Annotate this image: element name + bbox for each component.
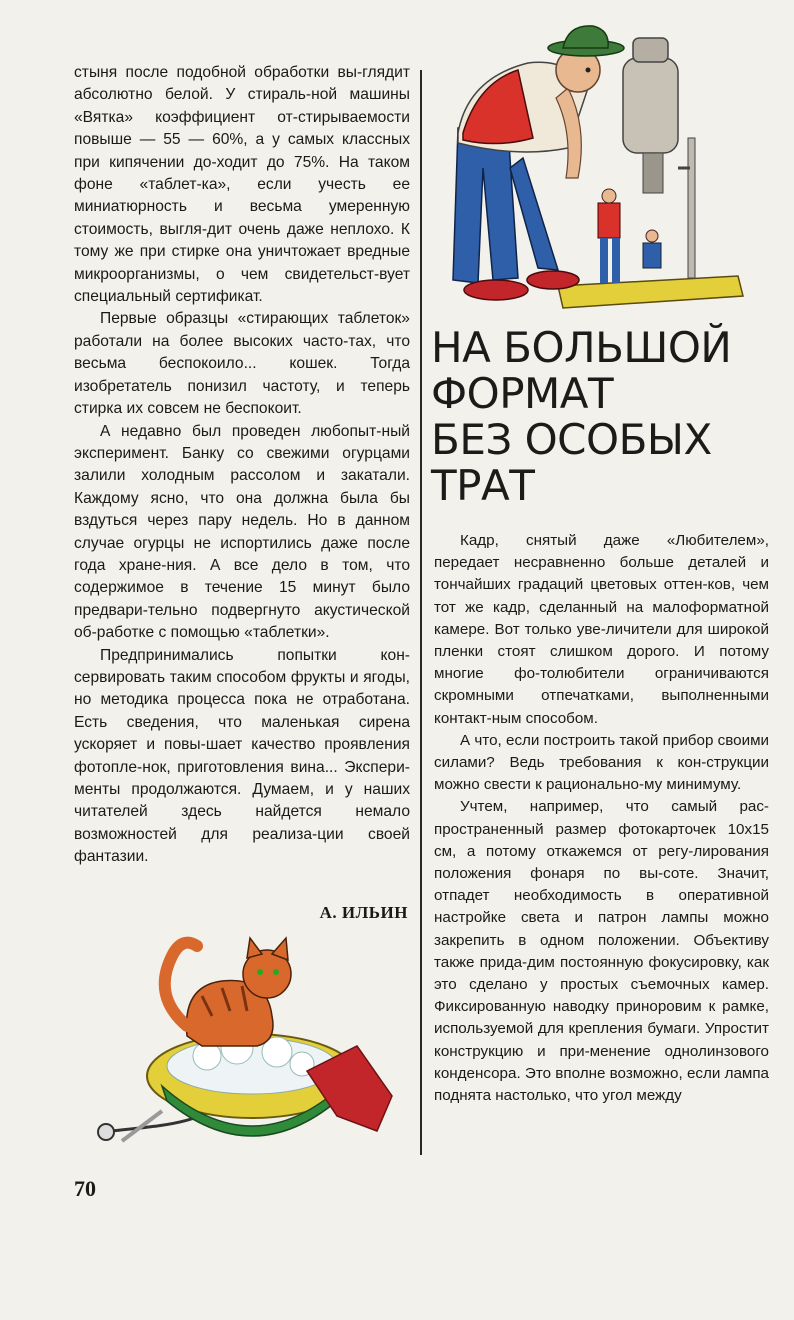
article-author: А. ИЛЬИН (319, 903, 408, 922)
left-paragraph-1: стыня после подобной обработки вы-глядит абсолютно белой. У стираль-ной машины «Вятка» коэффициент от-стирываемости повыше — 55 — 60%, а у самых классных при кипячении до-ходит до 75%. На таком фоне «таблет-ка», если учесть ее миниатюрность и весьма умеренную стоимость, выгля-дит очень даже неплохо. К тому же при стирке она уничтожает вредные микроорганизмы, о чем свидетельст-вует специальный сертификат. (74, 64, 410, 306)
cat-in-basin-illustration (92, 926, 412, 1166)
right-article-column (434, 530, 769, 1107)
right-paragraph-2: А что, если построить такой прибор своими силами? Ведь требования к кон-струкции можно свести к рационально-му минимуму. (434, 731, 769, 794)
headline-line-2: ФОРМАТ (431, 369, 614, 418)
headline-line-3: БЕЗ ОСОБЫХ (431, 415, 712, 464)
left-paragraph-2: Первые образцы «стирающих таблеток» работали на более высоких часто-тах, что весьма беспокоило... кошек. Тогда изобретатель понизил частоту, и теперь стирка их совсем не беспокоит. (74, 310, 410, 418)
enlarger-with-giant-man-illustration (438, 18, 748, 318)
left-paragraph-4: Предпринимались попытки кон-сервировать таким способом фрукты и ягоды, но методика процесса пока не отработана. Есть сведения, что маленькая сирена ускоряет и повы-шает качество проявления фотопле-нок, приготовления вина... Экспери-менты продолжаются. Думаем, и у наших читателей здесь найдется немало возможностей для реализа-ции своей фантазии. (74, 646, 410, 866)
headline-line-1: НА БОЛЬШОЙ (431, 323, 732, 372)
right-paragraph-3: Учтем, например, что самый рас-пространенный размер фотокарточек 10x15 см, а потому откажемся от регу-лирования положения фонаря по вы-соте. Значит, отпадет необходимость в оперативной настройке света и патрон лампы можно закрепить в одном положении. Объективу также прида-дим постоянную фокусировку, как это сделано у простых съемочных камер. Фиксированную наводку приноровим к рамке, используемой для крепления бумаги. Упростит конструкцию и при-менение однолинзового конденсора. Это вполне возможно, если лампа поднята настолько, что угол между (434, 798, 769, 1105)
right-paragraph-1: Кадр, снятый даже «Любителем», передает несравненно больше деталей и тончайших градаций цветовых оттен-ков, чем тот же кадр, сделанный на малоформатной камере. Вот только уве-личители для широкой пленки стоят слишком дорого. И потому многие фо-толюбители ограничиваются скромными отпечатками, выполненными контакт-ным способом. (434, 532, 769, 727)
left-article-column (74, 62, 410, 869)
headline-line-4: ТРАТ (431, 461, 535, 510)
left-paragraph-3: А недавно был проведен любопыт-ный эксперимент. Банку со свежими огурцами залили холодным рассолом и закатали. Каждому ясно, что она должна была бы вздуться через пару недель. Но в данном случае огурцы не испортились даже после года хране-ния. А все дело в том, что содержимое в течение 15 минут было предвари-тельно подвергнуто акустической об-работке с помощью «таблетки». (74, 422, 410, 642)
article-headline (431, 325, 771, 509)
page-number: 70 (74, 1176, 96, 1201)
column-divider (420, 70, 422, 1155)
